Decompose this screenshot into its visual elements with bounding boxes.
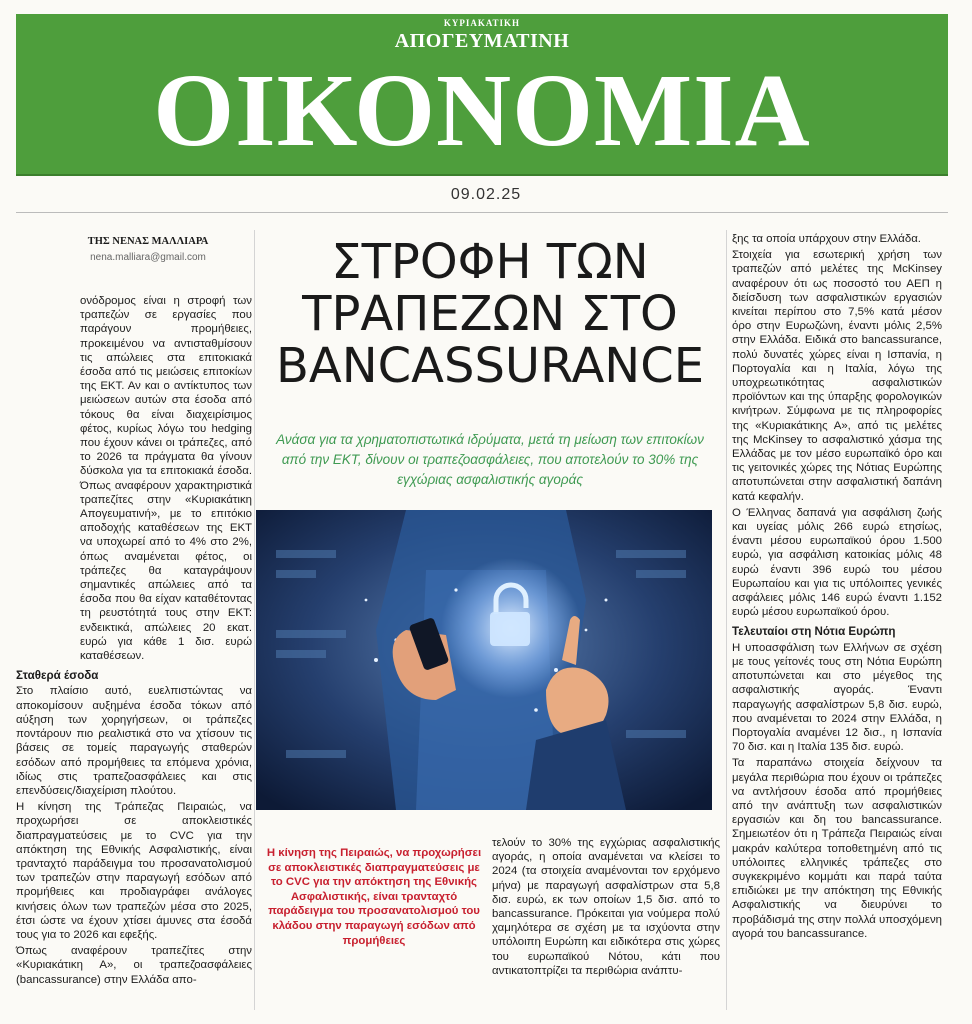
article-subheadline: Ανάσα για τα χρηματοπιστωτικά ιδρύματα, μετά τη μείωση των επιτοκίων από την ΕΚΤ, δίνουν οι τραπεζοασφάλειες, που αποτελούν το 30% της εγχώριας ασφαλιστικής αγοράς [276,432,704,487]
paragraph: ξης τα οποία υπάρχουν στην Ελλάδα. [732,233,921,245]
article-photo [256,510,712,810]
paragraph: Όπως αναφέρουν τραπεζίτες στην «Κυριακάτικη Α», οι τραπεζοασφάλειες (bancassurance) στην Ελλάδα απο- [16,945,252,986]
paragraph: Ο Έλληνας δαπανά για ασφάλιση ζωής και υγείας μόλις 266 ευρώ ετησίως, έναντι μέσου ευρωπαϊκού όρου 1.500 ευρώ, για ασφάλιση κατοικίας μόλις 48 ευρώ έναντι 396 ευρώ του μέσου Ευρωπαίου και για τις υπόλοιπες γενικές ασφάλειες μόλις 146 ευρώ έναντι 1.152 ευρώ μέσου ευρωπαϊκού όρου. [732,506,942,619]
masthead-banner [16,14,948,176]
column-divider [254,230,255,1010]
article-column-middle [492,836,720,980]
subheading: Σταθερά έσοδα [16,669,99,683]
article-column-left [16,294,252,989]
section-title: ΟΙΚΟΝΟΜΙΑ [153,53,811,168]
paragraph: Τα παραπάνω στοιχεία δείχνουν τα μεγάλα περιθώρια που έχουν οι τράπεζες να αντλήσουν έσοδα από προμήθειες από την ανάπτυξη των ασφαλιστικών εργασιών και δη του bancassurance. Σημειωτέον ότι η Τράπεζα Πειραιώς είναι μακράν καλύτερα τοποθετημένη από τις υπόλοιπες ελληνικές τράπεζες στο συγκεκριμένο κομμάτι και παρά ταύτα επιδιώκει με την απόκτηση της Εθνικής Ασφαλιστικής να διευρύνει το προβάδισμά της στην πολλά υποσχόμενη αγορά του bancassurance. [732,757,942,940]
paragraph: ονόδρομος είναι η στροφή των τραπεζών σε εργασίες που παράγουν προμήθειες, προκειμένου να αντισταθμίσουν τις απώλειες στα επιτοκιακά έσοδα από τις μειώσεις επιτοκίων της ΕΚΤ. Αν και ο αντίκτυπος των μειώσεων αυτών στα έσοδα από τόκους θα είναι διαχειρίσιμος φέτος, κυρίως λόγω του hedging που έχουν κάνει οι τράπεζες, από το 2026 τα πράγματα θα γίνουν δύσκολα για τα επιτοκιακά έσοδα. Όπως αναφέρουν χαρακτηριστικά τραπεζίτες στην «Κυριακάτικη Απογευματινή», με το επιτόκιο αποδοχής καταθέσεων της ΕΚΤ να υποχωρεί από το 4% στο 2%, όπως αναμένεται φέτος, οι τράπεζες θα καταγράψουν σημαντικές απώλειες από τα έσοδα που θα είχαν καταθέτοντας τη ρευστότητά τους στην ΕΚΤ: ενδεικτικά, απώλειες 20 εκατ. ευρώ για κάθε 1 δισ. ευρώ καταθέσεων. [80,295,252,663]
author-email: nena.malliara@gmail.com [90,252,206,263]
article-column-right [732,232,942,943]
paragraph: τελούν το 30% της εγχώριας ασφαλιστικής αγοράς, η οποία αναμένεται να κλείσει το 2024 (τα στοιχεία αναμένονται τον ερχόμενο μήνα) με παραγωγή ασφαλίστρων στα 5,8 δισ. ευρώ, εκ των οποίων 1,5 δισ. από το bancassurance. Πρόκειται για νούμερα πολύ χαμηλότερα σε σχέση με τα ισχύοντα στην υπόλοιπη Ευρώπη και ειδικότερα στις χώρες του ευρωπαϊκού Νότου, κάτι που αντικατοπτρίζει τα περιθώρια ανάπτυ- [492,837,720,977]
column-divider [726,230,727,1010]
issue-date: 09.02.25 [450,186,522,203]
author-byline: ΤΗΣ ΝΕΝΑΣ ΜΑΛΛΙΑΡΑ [87,236,209,247]
paragraph: Στοιχεία για εσωτερική χρήση των τραπεζών από μελέτες της McKinsey αναφέρουν ότι ως ποσοστό του ΑΕΠ η διείσδυση των ασφαλιστικών εργασιών κινείται περίπου στο 7,5% κατά μέσον όρο στην Ευρωζώνη, έναντι μόλις 2,5% στην Ελλάδα. Ειδικά στο bancassurance, πολύ δυνατές χώρες είναι η Ισπανία, η Πορτογαλία και η Ιταλία, λόγω της υποχρεωτικότητας ασφαλιστικών προϊόντων και της ύπαρξης φορολογικών κινήτρων. Σύμφωνα με τις πληροφορίες της «Κυριακάτικης Α», από τις μελέτες της McKinsey το ασφαλιστικό χάσμα της Ελλάδας με τον μέσο ευρωπαϊκό όρο και τις γειτονικές χώρες της Νότιας Ευρώπης αποτυπώνεται στην ασφαλιστική δαπάνη κατά κεφαλήν. [732,249,942,503]
header-divider [16,212,948,213]
padlock-phone-illustration [256,510,712,810]
paragraph: Στο πλαίσιο αυτό, ευελπιστώντας να αποκομίσουν αυξημένα έσοδα τόκων από αύξηση των χορηγήσεων, οι τράπεζες ποντάρουν πιο ρεαλιστικά στο να χτίσουν τις βάσεις σε τομείς παραγωγής σταθερών εσόδων από προμήθειες τα επόμενα χρόνια, ιδίως στις τραπεζοασφάλειες και στις επενδύσεις/διαχείριση πλούτου. [16,685,252,797]
brand-logo: ΑΠΟΓΕΥΜΑΤΙΝΗ [394,30,570,52]
paragraph: Η κίνηση της Τράπεζας Πειραιώς, να προχωρήσει σε αποκλειστικές διαπραγματεύσεις με το CVC για την απόκτηση της Εθνικής Ασφαλιστικής, είναι τρανταχτό παράδειγμα του προσανατολισμού των τραπεζών στην παραγωγή εσόδων από προμήθειες και προδιαγράφει ανάλογες κινήσεις όλων των τραπεζών μέσα στο 2025, έτσι ώστε να έχουν χτίσει άμυνες στα έσοδά τους για το 2026 και εφεξής. [16,801,252,941]
brand-small-label: ΚΥΡΙΑΚΑΤΙΚΗ [443,18,521,28]
pull-quote: Η κίνηση της Πειραιώς, να προχωρήσει σε αποκλειστικές διαπραγματεύσεις με το CVC για την απόκτηση της Εθνικής Ασφαλιστικής, είναι τρανταχτό παράδειγμα του προσανατολισμού του κλάδου στην παραγωγή εσόδων από προμήθειες [266,847,482,947]
paragraph: Η υποασφάλιση των Ελλήνων σε σχέση με τους γείτονές τους στη Νότια Ευρώπη αποτυπώνεται και στο μέγεθος της ασφαλιστικής αγοράς. Έναντι παραγωγής ασφαλίστρων 5,8 δισ. ευρώ, που αναμένεται το 2024 στην Ελλάδα, η Πορτογαλία αναμένει 12 δισ., η Ισπανία 70 δισ. και η Ιταλία 135 δισ. ευρώ. [732,641,942,754]
subheading: Τελευταίοι στη Νότια Ευρώπη [732,625,896,639]
article-headline: ΣΤΡΟΦΗ ΤΩΝ ΤΡΑΠΕΖΩΝ ΣΤΟ BANCASSURANCE [275,234,705,394]
